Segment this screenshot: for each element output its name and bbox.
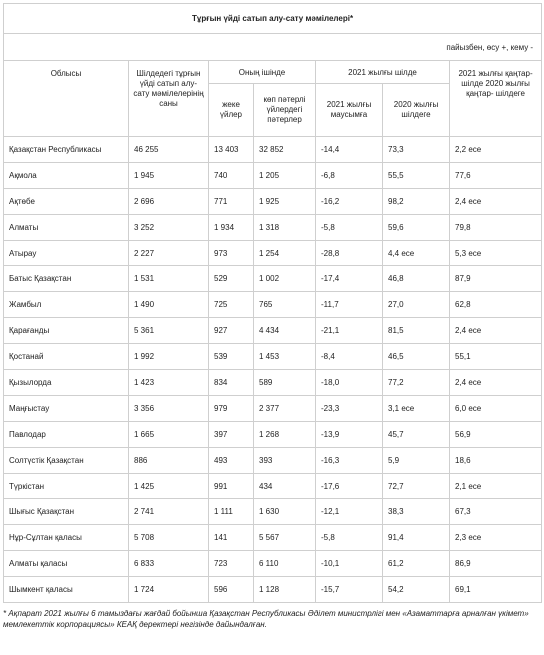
cell-houses: 740: [209, 162, 254, 188]
cell-vs-june: -5,8: [316, 214, 383, 240]
cell-total: 1 423: [129, 370, 209, 396]
cell-houses: 1 934: [209, 214, 254, 240]
cell-vs-july2020: 91,4: [383, 525, 450, 551]
cell-apartments: 6 110: [254, 551, 316, 577]
cell-houses: 13 403: [209, 137, 254, 163]
cell-region: Ақмола: [4, 162, 129, 188]
cell-total: 6 833: [129, 551, 209, 577]
cell-vs-june: -18,0: [316, 370, 383, 396]
cell-vs-july2020: 4,4 есе: [383, 240, 450, 266]
cell-ytd: 56,9: [450, 421, 542, 447]
units-note: пайызбен, өсу +, кему -: [4, 34, 542, 61]
cell-vs-june: -6,8: [316, 162, 383, 188]
cell-apartments: 589: [254, 370, 316, 396]
cell-vs-july2020: 72,7: [383, 473, 450, 499]
cell-vs-june: -15,7: [316, 577, 383, 603]
cell-total: 1 992: [129, 344, 209, 370]
cell-region: Батыс Қазақстан: [4, 266, 129, 292]
cell-ytd: 79,8: [450, 214, 542, 240]
cell-total: 2 696: [129, 188, 209, 214]
deals-table: [3, 3, 542, 603]
cell-region: Алматы: [4, 214, 129, 240]
cell-region: Алматы қаласы: [4, 551, 129, 577]
header-houses: жеке үйлер: [209, 84, 254, 137]
cell-vs-june: -21,1: [316, 318, 383, 344]
table-row: [4, 266, 542, 292]
header-vs-june: 2021 жылғы маусымға: [316, 84, 383, 137]
cell-region: Атырау: [4, 240, 129, 266]
cell-vs-june: -23,3: [316, 395, 383, 421]
cell-vs-june: -13,9: [316, 421, 383, 447]
cell-region: Қарағанды: [4, 318, 129, 344]
cell-vs-june: -12,1: [316, 499, 383, 525]
cell-vs-july2020: 46,8: [383, 266, 450, 292]
cell-houses: 991: [209, 473, 254, 499]
table-row: [4, 188, 542, 214]
cell-region: Шығыс Қазақстан: [4, 499, 129, 525]
cell-houses: 834: [209, 370, 254, 396]
cell-total: 1 665: [129, 421, 209, 447]
cell-ytd: 69,1: [450, 577, 542, 603]
header-region: Облысы: [4, 61, 129, 137]
table-row: [4, 525, 542, 551]
cell-houses: 723: [209, 551, 254, 577]
cell-apartments: 5 567: [254, 525, 316, 551]
cell-vs-june: -16,3: [316, 447, 383, 473]
cell-vs-june: -11,7: [316, 292, 383, 318]
cell-apartments: 1 453: [254, 344, 316, 370]
cell-houses: 979: [209, 395, 254, 421]
cell-vs-july2020: 46,5: [383, 344, 450, 370]
cell-region: Солтүстік Қазақстан: [4, 447, 129, 473]
cell-total: 5 708: [129, 525, 209, 551]
table-row: [4, 162, 542, 188]
cell-total: 3 356: [129, 395, 209, 421]
cell-vs-july2020: 38,3: [383, 499, 450, 525]
cell-vs-july2020: 98,2: [383, 188, 450, 214]
table-row: [4, 395, 542, 421]
cell-vs-june: -14,4: [316, 137, 383, 163]
cell-region: Жамбыл: [4, 292, 129, 318]
cell-total: 46 255: [129, 137, 209, 163]
table-row: [4, 499, 542, 525]
cell-vs-july2020: 54,2: [383, 577, 450, 603]
table-body: [4, 137, 542, 603]
table-row: [4, 447, 542, 473]
header-july-group: 2021 жылғы шілде: [316, 61, 450, 84]
cell-apartments: 765: [254, 292, 316, 318]
table-title: Тұрғын үйді сатып алу-сату мәмілелері*: [4, 4, 542, 34]
cell-houses: 725: [209, 292, 254, 318]
cell-ytd: 2,4 есе: [450, 188, 542, 214]
table-row: [4, 421, 542, 447]
cell-vs-july2020: 45,7: [383, 421, 450, 447]
cell-apartments: 32 852: [254, 137, 316, 163]
cell-vs-june: -5,8: [316, 525, 383, 551]
cell-vs-june: -10,1: [316, 551, 383, 577]
cell-ytd: 2,4 есе: [450, 370, 542, 396]
cell-vs-july2020: 5,9: [383, 447, 450, 473]
cell-houses: 771: [209, 188, 254, 214]
cell-houses: 529: [209, 266, 254, 292]
cell-vs-july2020: 55,5: [383, 162, 450, 188]
cell-total: 1 945: [129, 162, 209, 188]
cell-ytd: 86,9: [450, 551, 542, 577]
header-vs-july2020: 2020 жылғы шілдеге: [383, 84, 450, 137]
cell-region: Маңғыстау: [4, 395, 129, 421]
cell-vs-july2020: 3,1 есе: [383, 395, 450, 421]
cell-region: Түркістан: [4, 473, 129, 499]
cell-apartments: 4 434: [254, 318, 316, 344]
cell-region: Қостанай: [4, 344, 129, 370]
cell-total: 1 724: [129, 577, 209, 603]
cell-region: Ақтөбе: [4, 188, 129, 214]
cell-vs-june: -28,8: [316, 240, 383, 266]
cell-houses: 539: [209, 344, 254, 370]
cell-vs-june: -17,6: [316, 473, 383, 499]
cell-apartments: 1 128: [254, 577, 316, 603]
cell-ytd: 2,3 есе: [450, 525, 542, 551]
cell-ytd: 2,2 есе: [450, 137, 542, 163]
cell-vs-june: -17,4: [316, 266, 383, 292]
table-row: [4, 318, 542, 344]
cell-houses: 1 111: [209, 499, 254, 525]
cell-apartments: 434: [254, 473, 316, 499]
cell-ytd: 18,6: [450, 447, 542, 473]
cell-vs-june: -16,2: [316, 188, 383, 214]
cell-houses: 927: [209, 318, 254, 344]
cell-total: 5 361: [129, 318, 209, 344]
cell-houses: 141: [209, 525, 254, 551]
cell-ytd: 77,6: [450, 162, 542, 188]
cell-apartments: 1 268: [254, 421, 316, 447]
cell-total: 2 741: [129, 499, 209, 525]
table-row: [4, 473, 542, 499]
cell-apartments: 1 630: [254, 499, 316, 525]
cell-region: Шымкент қаласы: [4, 577, 129, 603]
cell-vs-june: -8,4: [316, 344, 383, 370]
cell-total: 2 227: [129, 240, 209, 266]
cell-total: 1 490: [129, 292, 209, 318]
footnote: * Ақпарат 2021 жылғы 6 тамыздағы жағдай бойынша Қазақстан Республикасы Әділет министрлігі мен «Азаматтарға арналған үкімет» мемлекеттік корпорациясы» КЕАҚ деректері негізінде дайындалған.: [3, 609, 529, 630]
cell-region: Павлодар: [4, 421, 129, 447]
table-row: [4, 344, 542, 370]
cell-total: 886: [129, 447, 209, 473]
cell-ytd: 62,8: [450, 292, 542, 318]
table-row: [4, 214, 542, 240]
cell-region: Нұр-Сұлтан қаласы: [4, 525, 129, 551]
table-row: [4, 292, 542, 318]
cell-apartments: 1 002: [254, 266, 316, 292]
cell-houses: 596: [209, 577, 254, 603]
cell-houses: 493: [209, 447, 254, 473]
document: [3, 3, 541, 630]
cell-vs-july2020: 61,2: [383, 551, 450, 577]
cell-region: Қызылорда: [4, 370, 129, 396]
cell-ytd: 2,1 есе: [450, 473, 542, 499]
header-ytd: 2021 жылғы қаңтар- шілде 2020 жылғы қаңтар- шілдеге: [450, 61, 542, 137]
cell-total: 1 531: [129, 266, 209, 292]
cell-apartments: 393: [254, 447, 316, 473]
cell-apartments: 2 377: [254, 395, 316, 421]
cell-ytd: 5,3 есе: [450, 240, 542, 266]
header-apartments: көп пәтерлі үйлердегі пәтерлер: [254, 84, 316, 137]
table-row: [4, 240, 542, 266]
cell-apartments: 1 318: [254, 214, 316, 240]
cell-apartments: 1 925: [254, 188, 316, 214]
cell-ytd: 55,1: [450, 344, 542, 370]
cell-houses: 397: [209, 421, 254, 447]
cell-region: Қазақстан Республикасы: [4, 137, 129, 163]
cell-ytd: 6,0 есе: [450, 395, 542, 421]
cell-vs-july2020: 77,2: [383, 370, 450, 396]
cell-total: 1 425: [129, 473, 209, 499]
cell-apartments: 1 254: [254, 240, 316, 266]
header-including: Оның ішінде: [209, 61, 316, 84]
table-row: [4, 551, 542, 577]
cell-vs-july2020: 27,0: [383, 292, 450, 318]
cell-apartments: 1 205: [254, 162, 316, 188]
cell-total: 3 252: [129, 214, 209, 240]
cell-vs-july2020: 81,5: [383, 318, 450, 344]
table-row: [4, 370, 542, 396]
cell-vs-july2020: 73,3: [383, 137, 450, 163]
cell-ytd: 67,3: [450, 499, 542, 525]
cell-ytd: 87,9: [450, 266, 542, 292]
cell-ytd: 2,4 есе: [450, 318, 542, 344]
table-row: [4, 137, 542, 163]
cell-vs-july2020: 59,6: [383, 214, 450, 240]
cell-houses: 973: [209, 240, 254, 266]
table-row: [4, 577, 542, 603]
header-total: Шілдедегі тұрғын үйді сатып алу-сату мәмілелерінің саны: [129, 61, 209, 137]
